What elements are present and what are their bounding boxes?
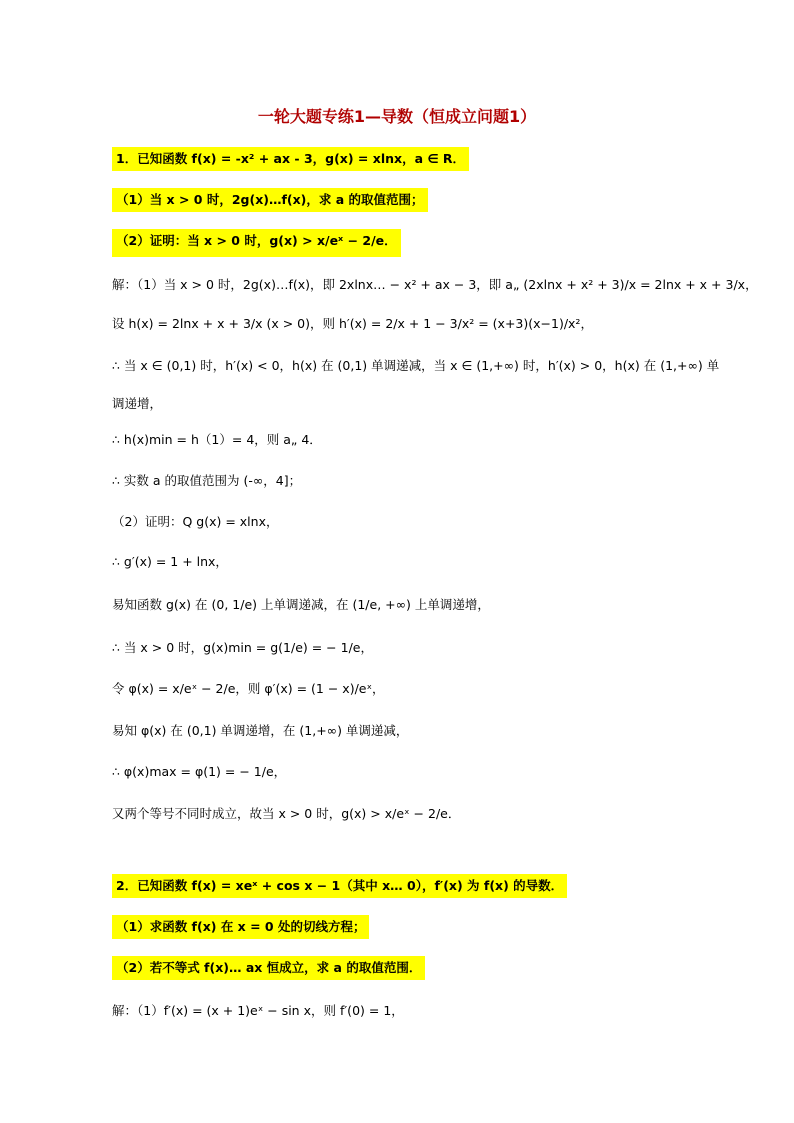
solution-1-line: 调递增， xyxy=(112,396,163,411)
problem-2-part2-highlight xyxy=(112,956,425,980)
problem-2-part2: （2）若不等式 f(x)… ax 恒成立，求 a 的取值范围． xyxy=(116,960,422,975)
problem-1-stem-highlight xyxy=(112,147,469,171)
solution-1-line: ∴ 当 x ∈ (0,1) 时，h′(x) < 0，h(x) 在 (0,1) 单调递减，当 x ∈ (1,+∞) 时，h′(x) > 0，h(x) 在 (1,+∞) 单 xyxy=(112,358,720,373)
solution-1-line: 解：（1）当 x > 0 时，2g(x)…f(x)，即 2xlnx… − x² + ax − 3，即 a„ (2xlnx + x² + 3)/x = 2lnx + x + 3/x， xyxy=(112,277,758,292)
solution-1-line: ∴ 实数 a 的取值范围为 (-∞，4]； xyxy=(112,473,302,488)
solution-1-line: ∴ h(x)min = h（1）= 4，则 a„ 4． xyxy=(112,432,322,447)
problem-1-part1: （1）当 x > 0 时，2g(x)…f(x)，求 a 的取值范围； xyxy=(116,192,424,207)
problem-1-part1-highlight xyxy=(112,188,428,212)
solution-1-line: ∴ φ(x)max = φ(1) = − 1/e， xyxy=(112,764,287,779)
page-title: 一轮大题专练1—导数（恒成立问题1） xyxy=(257,107,537,126)
solution-2-line: 解：（1）f′(x) = (x + 1)eˣ − sin x，则 f′(0) = 1， xyxy=(112,1003,404,1018)
problem-1-stem: 1．已知函数 f(x) = -x² + ax - 3，g(x) = xlnx，a ∈ R． xyxy=(116,151,466,166)
solution-1-line: 易知函数 g(x) 在 (0, 1/e) 上单调递减，在 (1/e, +∞) 上单调递增， xyxy=(112,597,490,612)
solution-1-line: 设 h(x) = 2lnx + x + 3/x (x > 0)，则 h′(x) = 2/x + 1 − 3/x² = (x+3)(x−1)/x²， xyxy=(112,316,593,331)
solution-1-line: 令 φ(x) = x/eˣ − 2/e，则 φ′(x) = (1 − x)/eˣ， xyxy=(112,681,385,696)
problem-1-part2: （2）证明：当 x > 0 时，g(x) > x/eˣ − 2/e． xyxy=(116,233,397,248)
solution-1-line: ∴ 当 x > 0 时，g(x)min = g(1/e) = − 1/e， xyxy=(112,640,373,655)
problem-2-part1: （1）求函数 f(x) 在 x = 0 处的切线方程； xyxy=(116,919,366,934)
solution-1-line: （2）证明：Q g(x) = xlnx， xyxy=(112,514,279,529)
problem-1-part2-highlight xyxy=(112,229,401,257)
solution-1-line: ∴ g′(x) = 1 + lnx， xyxy=(112,554,228,569)
problem-2-part1-highlight xyxy=(112,915,369,939)
solution-1-line: 又两个等号不同时成立，故当 x > 0 时，g(x) > x/eˣ − 2/e． xyxy=(112,806,461,821)
solution-1-line: 易知 φ(x) 在 (0,1) 单调递增，在 (1,+∞) 单调递减， xyxy=(112,723,409,738)
problem-2-stem-highlight xyxy=(112,874,567,898)
problem-2-stem: 2．已知函数 f(x) = xeˣ + cos x − 1（其中 x… 0），f′(x) 为 f(x) 的导数． xyxy=(116,878,564,893)
